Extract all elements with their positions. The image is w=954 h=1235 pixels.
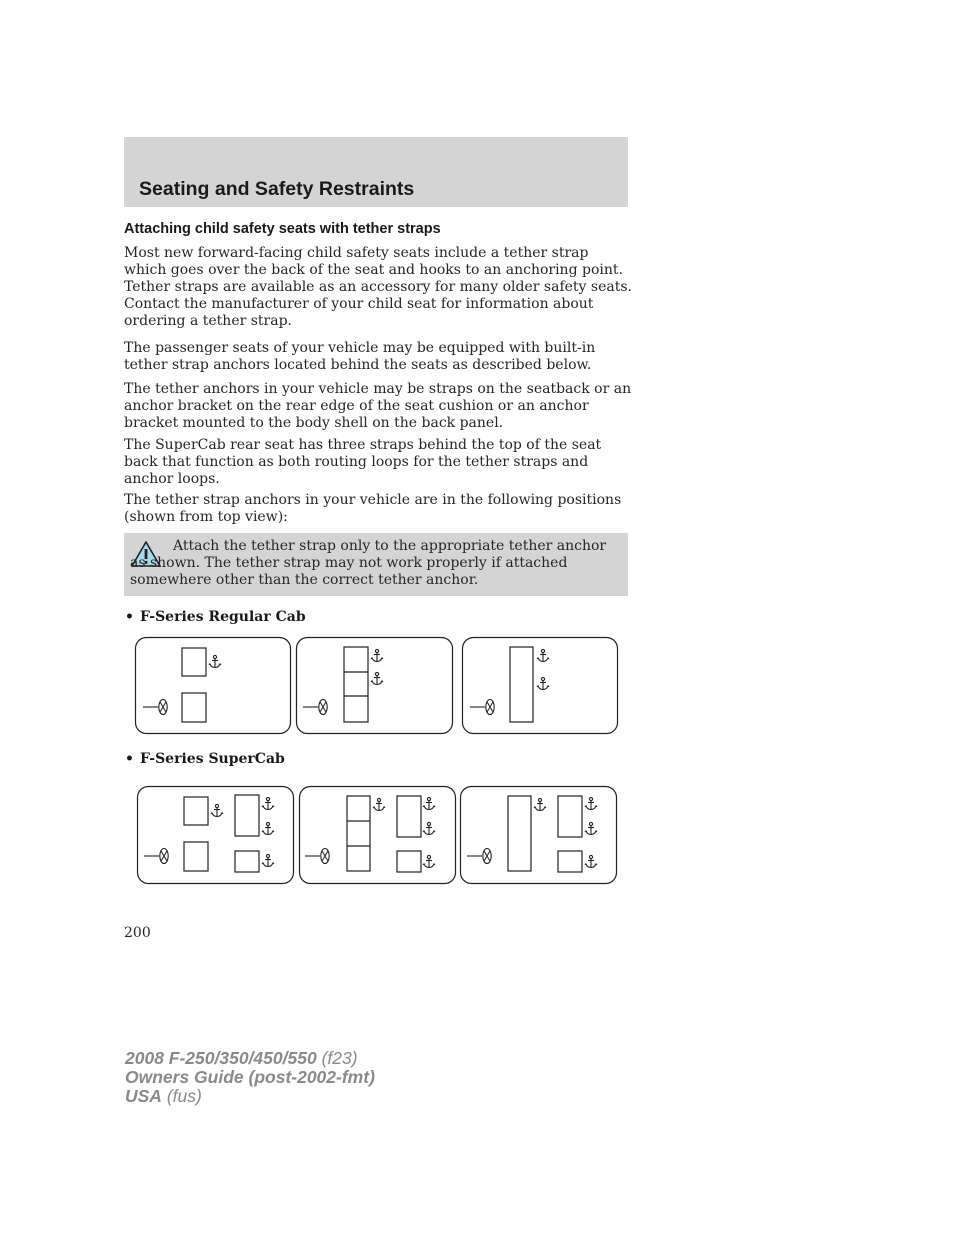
section-header — [124, 137, 628, 207]
footer-region-code: (fus) — [161, 1086, 202, 1106]
supercab-diagram-1 — [136, 785, 296, 885]
bullet-supercab — [125, 751, 285, 767]
regular-cab-diagram-2 — [295, 636, 455, 736]
paragraph-1: Most new forward-facing child safety seats include a tether strap which goes over the back of the seat and hooks to an anchoring point. Tether straps are available as an accessory for many older safety seats. Contact the manufacturer of your child seat for information about ordering a tether strap. — [124, 245, 632, 329]
footer-model: 2008 F-250/350/450/550 — [125, 1048, 317, 1068]
supercab-diagram-2 — [298, 785, 458, 885]
bullet-label: F-Series SuperCab — [139, 751, 285, 767]
footer-line-2 — [125, 1068, 375, 1087]
page-title: Seating and Safety Restraints — [139, 178, 415, 200]
regular-cab-diagram-3 — [461, 636, 621, 736]
footer-region: USA — [125, 1086, 162, 1106]
footer-line-1 — [125, 1049, 375, 1068]
regular-cab-diagram-1 — [134, 636, 294, 736]
paragraph-2: The passenger seats of your vehicle may be equipped with built-in tether strap anchors located behind the seats as described below. — [124, 340, 596, 373]
paragraph-4: The SuperCab rear seat has three straps behind the top of the seat back that function as both routing loops for the tether straps and anchor loops. — [124, 437, 602, 487]
paragraph-3: The tether anchors in your vehicle may be straps on the seatback or an anchor bracket on the rear edge of the seat cushion or an anchor bracket mounted to the body shell on the back panel. — [124, 381, 632, 431]
bullet-label: F-Series Regular Cab — [139, 609, 306, 625]
footer — [125, 1049, 375, 1106]
warning-text: Attach the tether strap only to the appropriate tether anchor as shown. The tether strap may not work properly if attached somewhere other than the correct tether anchor. — [130, 538, 607, 588]
bullet-dot: • — [125, 609, 134, 625]
bullet-regular-cab — [125, 609, 306, 625]
footer-model-code: (f23) — [316, 1048, 358, 1068]
paragraph-5: The tether strap anchors in your vehicle are in the following positions (shown from top view): — [124, 492, 622, 525]
footer-line-3 — [125, 1087, 375, 1106]
bullet-dot: • — [125, 751, 134, 767]
footer-guide: Owners Guide (post-2002-fmt) — [125, 1067, 375, 1087]
page-number: 200 — [124, 925, 151, 941]
warning-box — [124, 533, 628, 596]
supercab-diagram-3 — [459, 785, 619, 885]
subheading: Attaching child safety seats with tether straps — [124, 221, 441, 237]
